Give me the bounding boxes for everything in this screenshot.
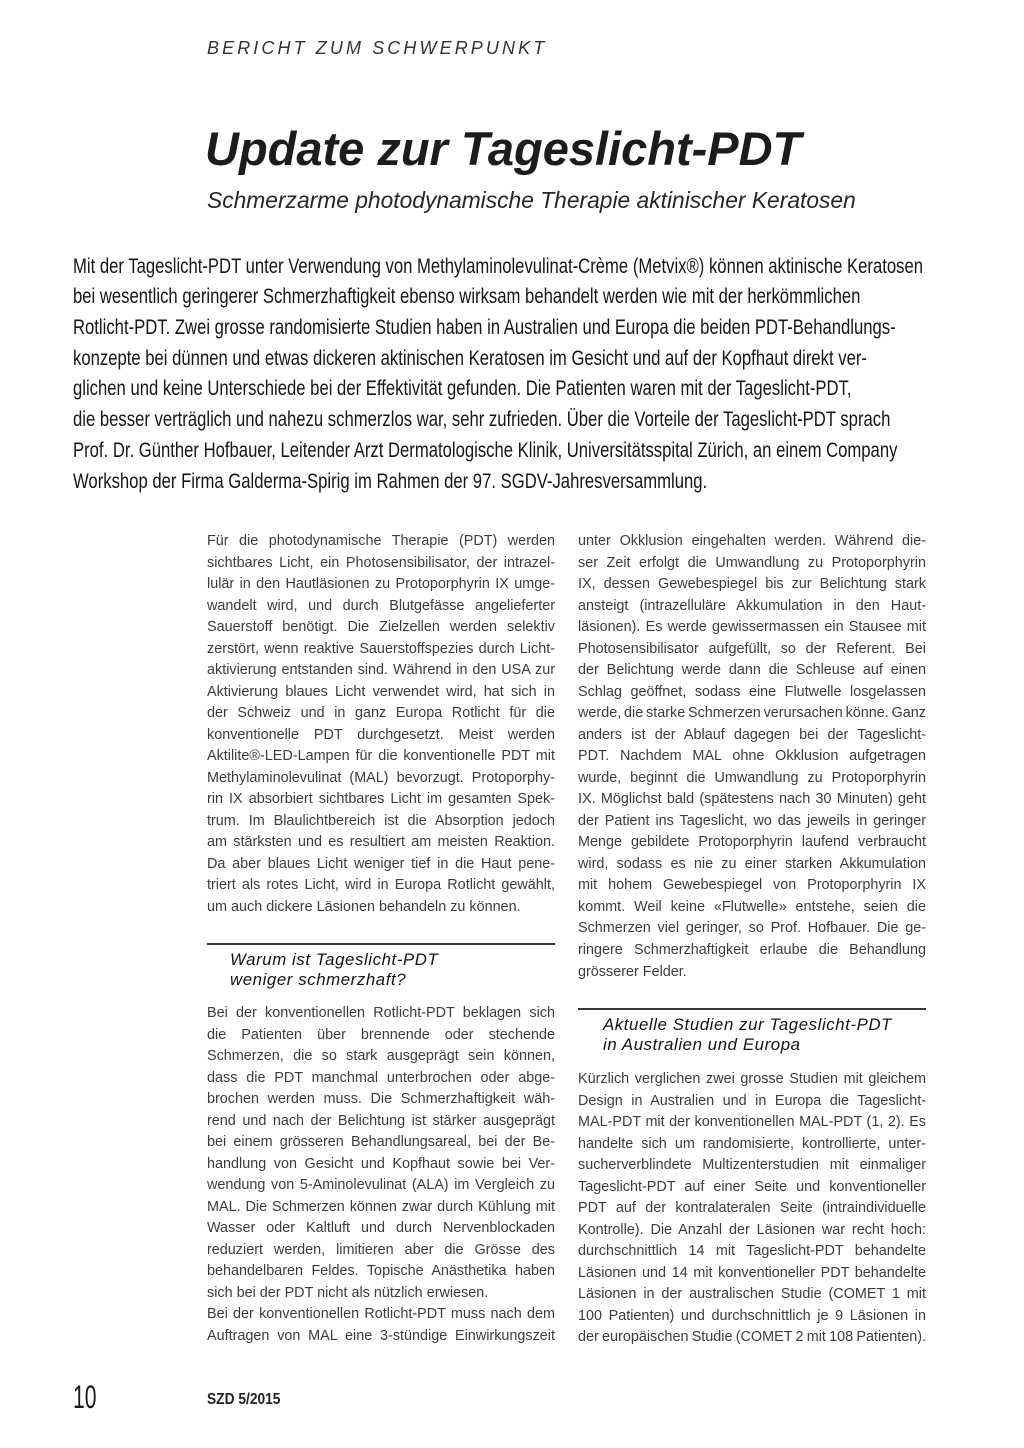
body-line: Kontrolle). Die Anzahl der Läsionen war recht hoch: bbox=[578, 1221, 926, 1238]
body-line: IX, dessen Gewebespiegel bis zur Belichtung stark bbox=[578, 576, 926, 593]
body-line: Aktilite®-LED-Lampen für die konventionelle PDT mit bbox=[207, 748, 555, 765]
section-heading-line: Warum ist Tageslicht-PDT bbox=[230, 949, 439, 969]
procedure-paragraph bbox=[578, 531, 926, 983]
body-line: wandelt wird, und durch Blutgefässe angelieferter bbox=[207, 597, 555, 614]
body-line: unter Okklusion eingehalten werden. Während die- bbox=[578, 533, 926, 550]
body-line: am stärksten und es resultiert am meisten Reaktion. bbox=[207, 834, 555, 851]
body-line: wird, sodass es nie zu einer starken Akkumulation bbox=[578, 855, 926, 872]
body-line: Schmerzen viel geringer, so Prof. Hofbauer. Die ge- bbox=[578, 920, 926, 937]
article-subtitle: Schmerzarme photodynamische Therapie aktinischer Keratosen bbox=[207, 187, 856, 213]
body-line: Menge gebildete Protoporphyrin laufend verbraucht bbox=[578, 834, 926, 851]
studies-paragraph bbox=[578, 1069, 926, 1349]
body-line: Für die photodynamische Therapie (PDT) werden bbox=[207, 533, 555, 550]
body-line: handlung von Gesicht und Kopfhaut sowie bei Ver- bbox=[207, 1155, 555, 1172]
body-line: mit hohem Gewebespiegel von Protoporphyrin IX bbox=[578, 877, 926, 894]
section-heading bbox=[603, 1015, 892, 1056]
body-line: ringere Schmerzhaftigkeit erlaube die Behandlung bbox=[578, 941, 926, 958]
body-line: wurde, beginnt die Umwandlung zu Protoporphyrin bbox=[578, 769, 926, 786]
body-line: läsionen). Es werde gewissermassen ein Stausee mit bbox=[578, 619, 926, 636]
body-line: bei einem grösseren Behandlungsareal, bei der Be- bbox=[207, 1134, 555, 1151]
body-line: durchschnittlich 14 mit Tageslicht-PDT behandelte bbox=[578, 1243, 926, 1260]
body-line: rend und nach der Belichtung ist stärker ausgeprägt bbox=[207, 1112, 555, 1129]
body-line: triert als rotes Licht, wird in Europa Rotlicht gewählt, bbox=[207, 877, 555, 894]
lead-line: Rotlicht-PDT. Zwei grosse randomisierte Studien haben in Australien und Europa die beiden PDT-Behandlungs- bbox=[73, 316, 896, 339]
lead-line: Prof. Dr. Günther Hofbauer, Leitender Arzt Dermatologische Klinik, Universitätsspital Zürich, an einem Company bbox=[73, 438, 898, 462]
body-line: die Patienten über brennende oder stechende bbox=[207, 1026, 555, 1043]
section-label: BERICHT ZUM SCHWERPUNKT bbox=[207, 38, 548, 58]
intro-paragraph bbox=[207, 531, 555, 918]
body-line: brochen werden muss. Die Schmerzhaftigkeit wäh- bbox=[207, 1091, 555, 1108]
body-line: zerstört, wenn reaktive Sauerstoffspezies durch Licht- bbox=[207, 640, 555, 657]
body-line: sichtbares Licht, ein Photosensibilisator, der intrazel- bbox=[207, 554, 555, 571]
section-heading bbox=[230, 950, 438, 991]
body-line: um auch dickere Läsionen behandeln zu können. bbox=[207, 898, 521, 915]
body-line: ansteigt (intrazelluläre Akkumulation in den Haut- bbox=[578, 597, 926, 614]
section-heading-line: weniger schmerzhaft? bbox=[230, 970, 407, 990]
lead-line: Workshop der Firma Galderma-Spirig im Rahmen der 97. SGDV-Jahresversammlung. bbox=[73, 469, 708, 493]
lead-line: bei wesentlich geringerer Schmerzhaftigkeit ebenso wirksam behandelt werden wie mit der herkömmlichen bbox=[73, 285, 861, 309]
body-line: Methylaminolevulinat (MAL) bevorzugt. Protoporphy- bbox=[207, 769, 555, 786]
body-line: behandelbaren Feldes. Topische Anästhetika haben bbox=[207, 1263, 555, 1280]
body-line: Bei der konventionellen Rotlicht-PDT muss nach dem bbox=[207, 1306, 555, 1323]
body-line: dass die PDT manchmal unterbrochen oder abge- bbox=[207, 1069, 555, 1086]
lead-paragraph bbox=[73, 252, 923, 498]
section-heading-line: in Australien und Europa bbox=[603, 1035, 801, 1055]
body-line: Tageslicht-PDT auf einer Seite und konventioneller bbox=[578, 1178, 926, 1195]
body-line: trum. Im Blaulichtbereich ist die Absorption jedoch bbox=[207, 812, 555, 829]
body-line: sich bei der PDT nicht als nützlich erwiesen. bbox=[207, 1284, 489, 1301]
body-line: werde, die starke Schmerzen verursachen könne. Ganz bbox=[578, 705, 926, 722]
body-line: MAL-PDT mit der konventionellen MAL-PDT (1, 2). Es bbox=[578, 1114, 926, 1131]
body-line: der Schweiz und in ganz Europa Rotlicht für die bbox=[207, 705, 555, 722]
body-line: Läsionen in der australischen Studie (COMET 1 mit bbox=[578, 1286, 926, 1303]
body-line: IX. Möglichst bald (spätestens nach 30 Minuten) geht bbox=[578, 791, 926, 808]
section-divider bbox=[578, 1008, 926, 1010]
body-line: MAL. Die Schmerzen können zwar durch Kühlung mit bbox=[207, 1198, 555, 1215]
lead-line: die besser verträglich und nahezu schmerzlos war, sehr zufrieden. Über die Vorteile der Tageslicht-PDT sprach bbox=[73, 408, 891, 432]
body-line: Schmerzen, die so stark ausgeprägt sein können, bbox=[207, 1048, 555, 1065]
body-line: kommt. Weil keine «Flutwelle» entstehe, seien die bbox=[578, 898, 926, 915]
body-line: Schlag geöffnet, sodass eine Flutwelle losgelassen bbox=[578, 683, 926, 700]
section-heading-line: Aktuelle Studien zur Tageslicht-PDT bbox=[603, 1014, 893, 1034]
body-line: Bei der konventionellen Rotlicht-PDT beklagen sich bbox=[207, 1005, 555, 1022]
body-line: Sauerstoff benötigt. Die Zielzellen werden selektiv bbox=[207, 619, 555, 636]
body-line: handelte sich um randomisierte, kontrollierte, unter- bbox=[578, 1135, 926, 1152]
body-line: Design in Australien und in Europa die Tageslicht- bbox=[578, 1092, 926, 1109]
pain-paragraph bbox=[207, 1003, 555, 1347]
body-line: PDT auf der kontralateralen Seite (intraindividuelle bbox=[578, 1200, 926, 1217]
body-line: der Patient ins Tageslicht, wo das jeweils in geringer bbox=[578, 812, 926, 829]
body-line: ser Zeit erfolgt die Umwandlung zu Protoporphyrin bbox=[578, 554, 926, 571]
body-line: aktivierung entstanden sind. Während in den USA zur bbox=[207, 662, 555, 679]
body-line: der europäischen Studie (COMET 2 mit 108 Patienten). bbox=[578, 1329, 926, 1346]
body-line: der Belichtung werde dann die Schleuse auf einen bbox=[578, 662, 926, 679]
body-line: Wasser oder Kaltluft und durch Nervenblockaden bbox=[207, 1220, 555, 1237]
body-line: sucherverblindete Multizenterstudien mit einmaliger bbox=[578, 1157, 926, 1174]
body-line: Aktivierung blaues Licht verwendet wird, hat sich in bbox=[207, 683, 555, 700]
body-line: Kürzlich verglichen zwei grosse Studien mit gleichem bbox=[578, 1071, 926, 1088]
body-line: Läsionen und 14 mit konventioneller PDT behandelte bbox=[578, 1264, 926, 1281]
article-title: Update zur Tageslicht-PDT bbox=[205, 122, 802, 175]
body-line: Da aber blaues Licht weniger tief in die Haut pene- bbox=[207, 855, 555, 872]
body-line: wendung von 5-Aminolevulinat (ALA) im Vergleich zu bbox=[207, 1177, 555, 1194]
journal-issue: SZD 5/2015 bbox=[207, 1391, 281, 1408]
body-line: Auftragen von MAL eine 3-stündige Einwirkungszeit bbox=[207, 1327, 555, 1344]
page-number: 10 bbox=[73, 1379, 97, 1415]
lead-line: konzepte bei dünnen und etwas dickeren aktinischen Keratosen im Gesicht und auf der Kopfhaut direkt ver- bbox=[73, 346, 867, 370]
body-line: grösserer Felder. bbox=[578, 963, 687, 980]
body-line: konventionelle PDT durchgesetzt. Meist werden bbox=[207, 726, 555, 743]
body-line: Photosensibilisator aufgefüllt, so der Referent. Bei bbox=[578, 640, 926, 657]
body-line: rin IX absorbiert sichtbares Licht im gesamten Spek- bbox=[207, 791, 555, 808]
body-line: PDT. Nachdem MAL ohne Okklusion aufgetragen bbox=[578, 748, 926, 765]
lead-line: glichen und keine Unterschiede bei der Effektivität gefunden. Die Patienten waren mit der Tageslicht-PDT, bbox=[73, 377, 852, 401]
body-line: 100 Patienten) und durchschnittlich je 9 Läsionen in bbox=[578, 1307, 926, 1324]
body-line: anders ist der Ablauf dagegen bei der Tageslicht- bbox=[578, 726, 926, 743]
section-divider bbox=[207, 943, 555, 945]
body-line: lulär in den Hautläsionen zu Protoporphyrin IX umge- bbox=[207, 576, 555, 593]
body-line: reduziert werden, limitieren aber die Grösse des bbox=[207, 1241, 555, 1258]
lead-line: Mit der Tageslicht-PDT unter Verwendung von Methylaminolevulinat-Crème (Metvix®) können aktinische Keratosen bbox=[73, 254, 923, 278]
